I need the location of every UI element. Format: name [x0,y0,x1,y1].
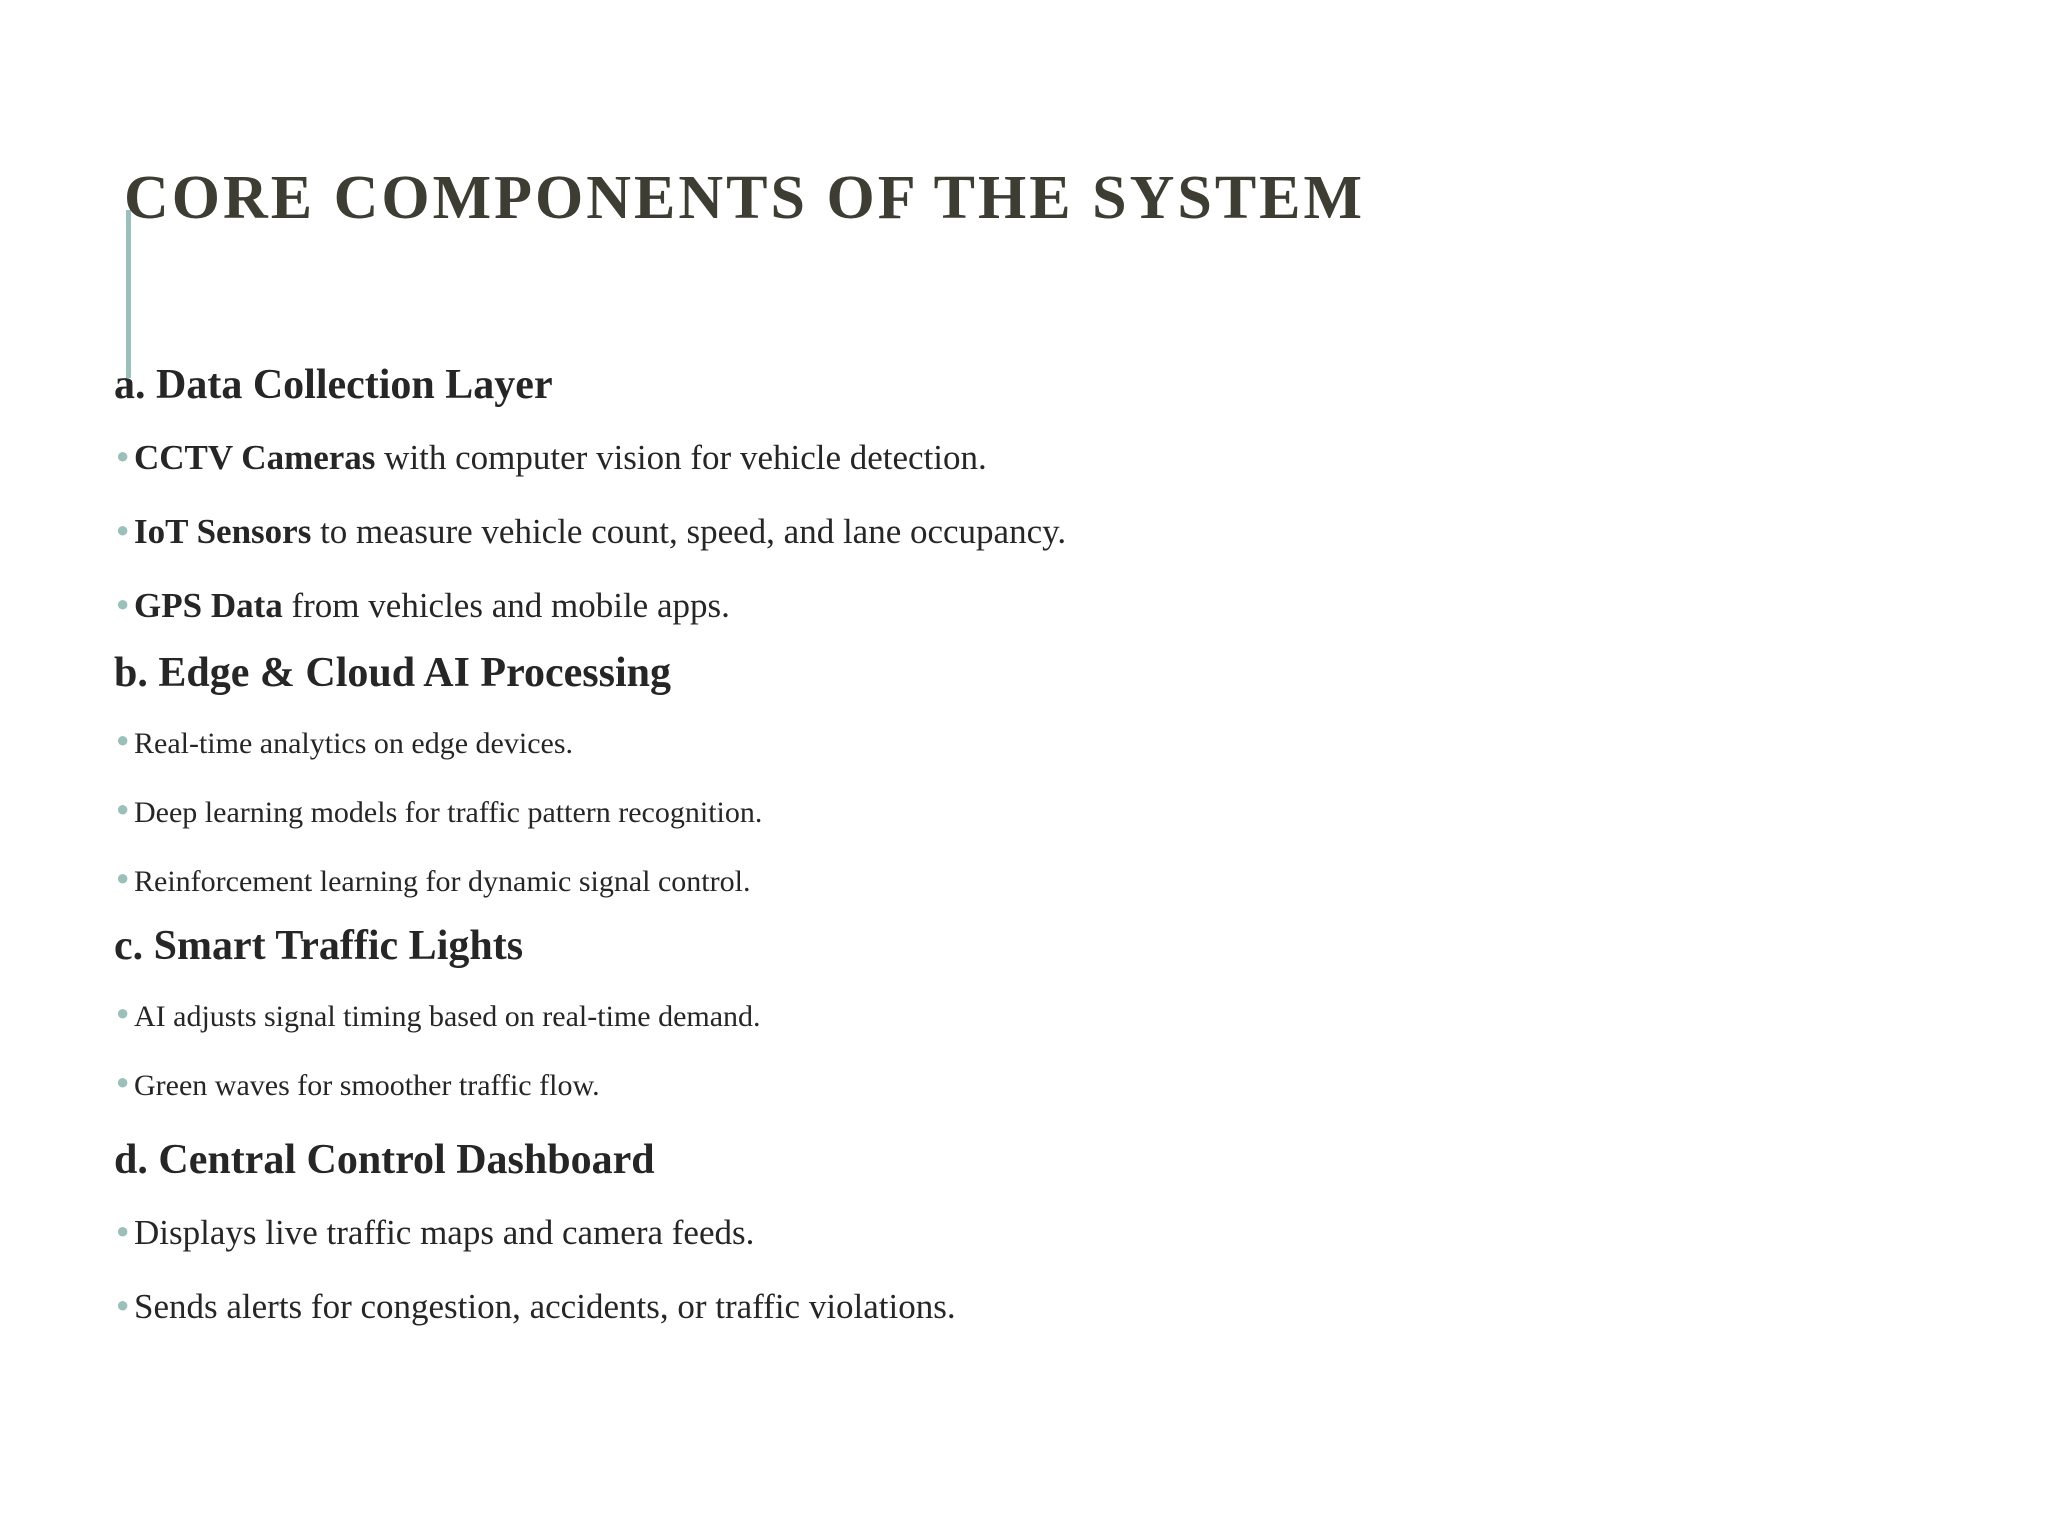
bullet-text: Sends alerts for congestion, accidents, or traffic violations. [134,1287,956,1326]
bullet-dot-icon: ● [116,796,130,821]
bullet-dot-icon: ● [116,1218,130,1243]
bullet-text: Displays live traffic maps and camera feeds. [134,1213,755,1252]
list-item [114,1196,1914,1270]
bullet-dot-icon: ● [116,1292,130,1317]
bullet-text: from vehicles and mobile apps. [282,586,730,625]
list-item [114,778,1914,847]
bullet-strong: CCTV Cameras [134,438,376,477]
list-item [114,847,1914,916]
bullet-dot-icon: ● [116,865,130,890]
list-item [114,421,1914,495]
section-control-dashboard [114,1120,1914,1344]
section-heading: a. Data Collection Layer [114,362,553,408]
bullet-text: to measure vehicle count, speed, and lane occupancy. [311,512,1067,551]
bullet-strong: GPS Data [134,586,283,625]
bullet-dot-icon: ● [116,517,130,542]
list-item [114,569,1914,643]
list-item [114,982,1914,1051]
section-heading: b. Edge & Cloud AI Processing [114,650,671,696]
list-item [114,1051,1914,1120]
bullet-list [114,421,1914,643]
section-heading: c. Smart Traffic Lights [114,923,524,969]
bullet-dot-icon: ● [116,591,130,616]
bullet-text: Real-time analytics on edge devices. [134,727,573,760]
bullet-dot-icon: ● [116,1069,130,1094]
bullet-dot-icon: ● [116,1000,130,1025]
bullet-text: with computer vision for vehicle detection. [375,438,987,477]
list-item [114,495,1914,569]
title-accent-bar [126,210,131,378]
bullet-text: AI adjusts signal timing based on real-time demand. [134,1000,761,1033]
bullet-strong: IoT Sensors [134,512,312,551]
list-item [114,1270,1914,1344]
bullet-list [114,709,1914,916]
bullet-text: Deep learning models for traffic pattern recognition. [134,796,763,829]
bullet-dot-icon: ● [116,727,130,752]
section-smart-traffic-lights [114,916,1914,1120]
section-ai-processing [114,643,1914,916]
bullet-text: Green waves for smoother traffic flow. [134,1069,600,1102]
list-item [114,709,1914,778]
bullet-text: Reinforcement learning for dynamic signal control. [134,865,751,898]
slide-title: CORE COMPONENTS OF THE SYSTEM [124,164,1366,232]
bullet-list [114,982,1914,1120]
section-data-collection [114,355,1914,643]
bullet-dot-icon: ● [116,443,130,468]
bullet-list [114,1196,1914,1344]
slide-content [114,355,1914,1344]
section-heading: d. Central Control Dashboard [114,1137,655,1183]
